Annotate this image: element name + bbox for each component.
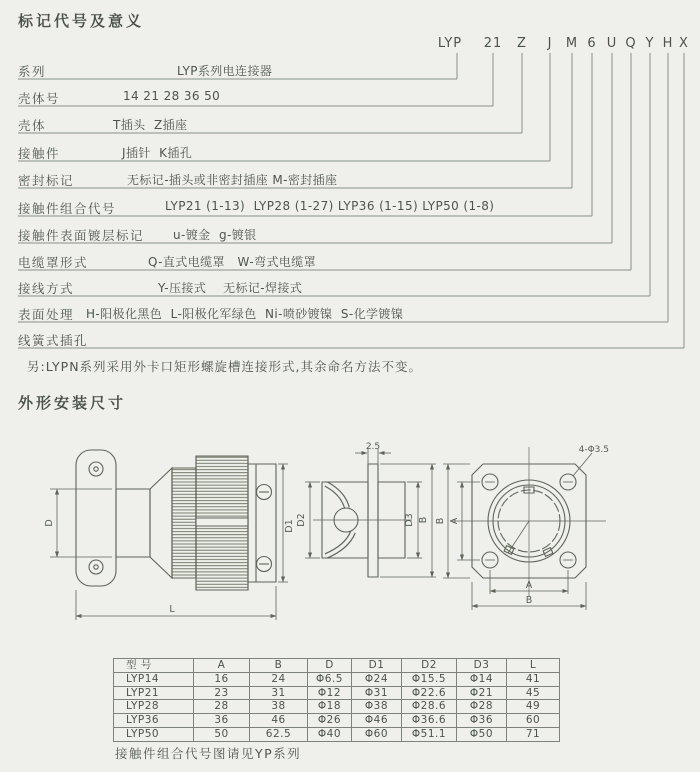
table-cell: Φ46 <box>352 714 402 728</box>
table-cell: 50 <box>194 727 250 741</box>
dim-label-l: L <box>169 604 175 615</box>
field-value: u-镀金 g-镀银 <box>173 228 257 242</box>
field-value: J插针 K插孔 <box>122 146 193 160</box>
dim-label-a-left: A <box>449 517 460 525</box>
table-header-cell: A <box>194 659 250 673</box>
table-header-cell: B <box>250 659 308 673</box>
dim-label-2-5: 2.5 <box>365 442 381 452</box>
table-cell: 28 <box>194 700 250 714</box>
table-cell: Φ50 <box>457 727 507 741</box>
code-letter: LYP <box>437 36 463 51</box>
dim-label-d1: D1 <box>284 519 295 533</box>
table-row <box>114 686 560 700</box>
field-value: H-阳极化黑色 L-阳极化军绿色 Ni-喷砂镀镍 S-化学镀镍 <box>86 307 404 321</box>
table-cell: Φ21 <box>457 686 507 700</box>
field-label: 壳体号 <box>18 91 61 106</box>
table-header-cell: L <box>507 659 560 673</box>
table-cell: Φ15.5 <box>402 672 457 686</box>
code-letter: U <box>606 36 618 51</box>
dim-label-b-side: B <box>418 516 429 524</box>
code-letter: X <box>679 36 689 51</box>
field-label: 接触件表面镀层标记 <box>18 228 145 243</box>
table-cell: LYP14 <box>114 672 194 686</box>
code-letter: Y <box>645 36 655 51</box>
table-header-cell: D1 <box>352 659 402 673</box>
field-label: 电缆罩形式 <box>18 255 89 270</box>
table-row <box>114 700 560 714</box>
table-row <box>114 672 560 686</box>
table-cell: 24 <box>250 672 308 686</box>
table-row <box>114 727 560 741</box>
table-header-row <box>114 659 560 673</box>
table-cell: Φ18 <box>308 700 352 714</box>
table-cell: 41 <box>507 672 560 686</box>
table-cell: Φ24 <box>352 672 402 686</box>
field-label: 系列 <box>18 64 47 79</box>
table-row <box>114 714 560 728</box>
table-cell: 23 <box>194 686 250 700</box>
table-cell: 71 <box>507 727 560 741</box>
table-cell: Φ60 <box>352 727 402 741</box>
table-cell: LYP28 <box>114 700 194 714</box>
field-value: T插头 Z插座 <box>113 118 188 132</box>
technical-drawings <box>0 428 700 638</box>
table-cell: Φ31 <box>352 686 402 700</box>
field-value: LYP21 (1-13) LYP28 (1-27) LYP36 (1-15) LYP50 (1-8) <box>165 199 495 213</box>
table-cell: 38 <box>250 700 308 714</box>
drawing-flange-front-view <box>443 447 606 610</box>
table-cell: 62.5 <box>250 727 308 741</box>
table-header-cell: D <box>308 659 352 673</box>
table-cell: Φ28.6 <box>402 700 457 714</box>
dimensions-table <box>113 658 560 742</box>
table-cell: LYP50 <box>114 727 194 741</box>
dim-label-b-left: B <box>435 517 446 525</box>
table-cell: Φ22.6 <box>402 686 457 700</box>
table-cell: Φ51.1 <box>402 727 457 741</box>
table-cell: Φ12 <box>308 686 352 700</box>
table-cell: Φ40 <box>308 727 352 741</box>
table-cell: 16 <box>194 672 250 686</box>
series-note: 另:LYPN系列采用外卡口矩形螺旋槽连接形式,其余命名方法不变。 <box>27 359 423 374</box>
code-letter: Q <box>625 36 637 51</box>
code-letter: Z <box>517 36 527 51</box>
table-cell: 46 <box>250 714 308 728</box>
table-header-cell: 型 号 <box>114 659 194 673</box>
field-label: 接线方式 <box>18 281 75 296</box>
field-label: 密封标记 <box>18 173 75 188</box>
dim-label-d2: D2 <box>296 513 307 527</box>
field-label: 接触件 <box>18 146 61 161</box>
footer-note: 接触件组合代号图请见YP系列 <box>115 746 302 761</box>
table-cell: Φ36.6 <box>402 714 457 728</box>
field-value: Q-直式电缆罩 W-弯式电缆罩 <box>148 255 317 269</box>
dim-label-a-bottom: A <box>525 580 533 591</box>
table-cell: 60 <box>507 714 560 728</box>
table-cell: Φ38 <box>352 700 402 714</box>
dim-label-d: D <box>44 519 55 527</box>
field-value: 无标记-插头或非密封插座 M-密封插座 <box>127 173 338 187</box>
section-title-dimensions: 外形安装尺寸 <box>18 394 127 412</box>
page-title: 标记代号及意义 <box>18 12 145 30</box>
table-cell: LYP21 <box>114 686 194 700</box>
table-cell: Φ6.5 <box>308 672 352 686</box>
table-cell: LYP36 <box>114 714 194 728</box>
table-header-cell: D3 <box>457 659 507 673</box>
code-letter: 6 <box>587 36 597 51</box>
table-cell: 49 <box>507 700 560 714</box>
field-label: 线簧式插孔 <box>18 333 89 348</box>
table-cell: Φ28 <box>457 700 507 714</box>
code-letter: 21 <box>483 36 503 51</box>
code-letter: J <box>547 36 553 51</box>
drawing-plug-side-view <box>50 450 288 620</box>
code-letter: H <box>662 36 674 51</box>
table-cell: Φ26 <box>308 714 352 728</box>
callout-4-holes: 4-Φ3.5 <box>578 445 609 455</box>
field-label: 表面处理 <box>18 307 75 322</box>
table-cell: 45 <box>507 686 560 700</box>
table-cell: 36 <box>194 714 250 728</box>
field-value: Y-压接式 无标记-焊接式 <box>158 281 303 295</box>
dim-label-b-bottom: B <box>525 595 533 606</box>
drawing-receptacle-side-view <box>305 449 436 577</box>
table-cell: 31 <box>250 686 308 700</box>
field-label: 接触件组合代号 <box>18 201 117 216</box>
field-value: 14 21 28 36 50 <box>123 89 221 103</box>
table-cell: Φ14 <box>457 672 507 686</box>
table-cell: Φ36 <box>457 714 507 728</box>
code-letter: M <box>565 36 579 51</box>
table-header-cell: D2 <box>402 659 457 673</box>
dim-label-d3: D3 <box>404 513 415 527</box>
field-label: 壳体 <box>18 118 47 133</box>
field-value: LYP系列电连接器 <box>177 64 273 78</box>
